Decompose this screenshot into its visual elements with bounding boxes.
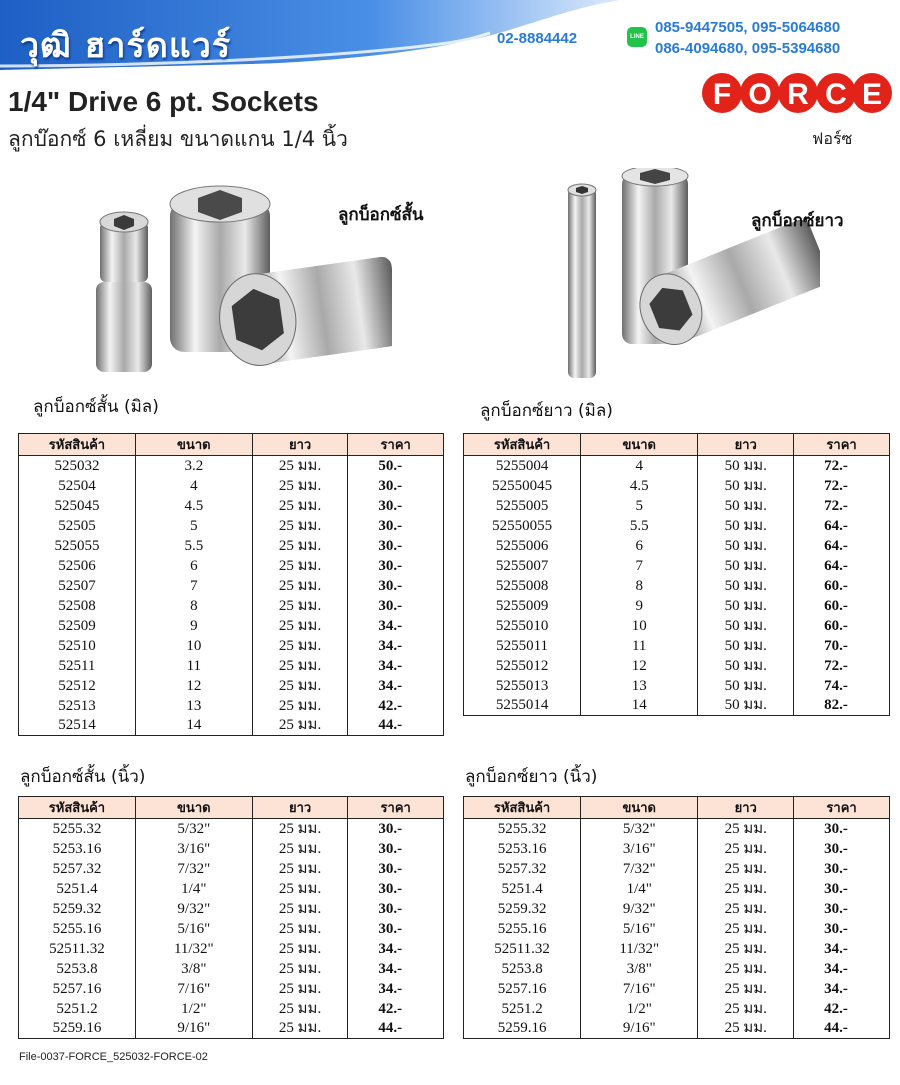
cell-size: 13: [135, 696, 252, 716]
logo-letter: O: [748, 78, 772, 111]
cell-code: 52514: [19, 716, 136, 736]
line-app-icon: LINE: [627, 27, 647, 47]
cell-price: 72.-: [794, 496, 890, 516]
cell-length: 25 มม.: [698, 1019, 794, 1039]
table-short-inch: [18, 796, 444, 1039]
cell-code: 5255006: [464, 536, 581, 556]
cell-size: 14: [135, 716, 252, 736]
cell-code: 5255009: [464, 596, 581, 616]
cell-price: 30.-: [348, 819, 444, 839]
cell-length: 25 มม.: [252, 476, 348, 496]
cell-size: 7: [135, 576, 252, 596]
cell-size: 4.5: [135, 496, 252, 516]
cell-length: 25 มม.: [698, 939, 794, 959]
table-row: [19, 496, 444, 516]
cell-code: 525055: [19, 536, 136, 556]
table-row: [464, 496, 890, 516]
cell-price: 30.-: [348, 536, 444, 556]
phone-line-1: 085-9447505, 095-5064680: [655, 19, 841, 36]
cell-length: 25 มม.: [252, 676, 348, 696]
table-row: [464, 959, 890, 979]
cell-price: 30.-: [794, 839, 890, 859]
table-row: [19, 819, 444, 839]
cell-price: 64.-: [794, 536, 890, 556]
cell-code: 52511.32: [19, 939, 136, 959]
cell-price: 30.-: [794, 859, 890, 879]
cell-size: 12: [581, 656, 698, 676]
cell-size: 10: [135, 636, 252, 656]
cell-length: 25 มม.: [698, 879, 794, 899]
cell-size: 11/32": [581, 939, 698, 959]
cell-price: 34.-: [794, 979, 890, 999]
table-row: [464, 516, 890, 536]
table-short-mm: [18, 433, 444, 736]
column-header-size: ขนาด: [135, 434, 252, 456]
table-row: [464, 939, 890, 959]
cell-size: 7: [581, 556, 698, 576]
phone-main: 02-8884442: [497, 30, 578, 47]
cell-price: 34.-: [348, 939, 444, 959]
phone-line-2: 086-4094680, 095-5394680: [655, 40, 841, 57]
cell-code: 52512: [19, 676, 136, 696]
column-header-price: ราคา: [348, 434, 444, 456]
cell-code: 5259.32: [464, 899, 581, 919]
column-header-code: รหัสสินค้า: [464, 434, 581, 456]
cell-length: 50 มม.: [698, 596, 794, 616]
cell-length: 25 มม.: [698, 819, 794, 839]
cell-size: 7/32": [581, 859, 698, 879]
cell-price: 30.-: [794, 819, 890, 839]
table-row: [19, 839, 444, 859]
column-header-code: รหัสสินค้า: [19, 434, 136, 456]
cell-code: 5253.16: [464, 839, 581, 859]
cell-code: 5251.2: [464, 999, 581, 1019]
table-row: [19, 616, 444, 636]
cell-code: 52508: [19, 596, 136, 616]
column-header-price: ราคา: [794, 797, 890, 819]
table-row: [19, 999, 444, 1019]
cell-size: 9/32": [135, 899, 252, 919]
cell-size: 10: [581, 616, 698, 636]
cell-size: 3/16": [581, 839, 698, 859]
long-socket-label: ลูกบ็อกซ์ยาว: [751, 211, 844, 231]
table-row: [19, 596, 444, 616]
cell-price: 64.-: [794, 556, 890, 576]
column-header-code: รหัสสินค้า: [464, 797, 581, 819]
cell-price: 34.-: [794, 939, 890, 959]
table-row: [464, 576, 890, 596]
page-title: 1/4" Drive 6 pt. Sockets: [8, 86, 319, 117]
table-row: [19, 859, 444, 879]
cell-length: 25 มม.: [252, 556, 348, 576]
table-row: [19, 959, 444, 979]
table-row: [19, 676, 444, 696]
cell-code: 5257.32: [19, 859, 136, 879]
table-row: [464, 536, 890, 556]
cell-size: 7/16": [135, 979, 252, 999]
cell-code: 5255.16: [464, 919, 581, 939]
cell-size: 5/32": [581, 819, 698, 839]
cell-length: 50 มม.: [698, 516, 794, 536]
cell-size: 5.5: [581, 516, 698, 536]
cell-size: 4: [581, 456, 698, 476]
cell-size: 5/16": [135, 919, 252, 939]
cell-price: 30.-: [348, 879, 444, 899]
cell-code: 5255010: [464, 616, 581, 636]
cell-size: 3/8": [135, 959, 252, 979]
table-row: [464, 999, 890, 1019]
column-header-length: ยาว: [252, 797, 348, 819]
cell-size: 11/32": [135, 939, 252, 959]
cell-length: 25 มม.: [252, 859, 348, 879]
cell-code: 5255012: [464, 656, 581, 676]
table-row: [19, 899, 444, 919]
cell-size: 6: [581, 536, 698, 556]
cell-price: 30.-: [348, 596, 444, 616]
table-header-row: [464, 434, 890, 456]
cell-price: 44.-: [348, 716, 444, 736]
cell-code: 5259.16: [464, 1019, 581, 1039]
cell-code: 525045: [19, 496, 136, 516]
cell-price: 30.-: [794, 899, 890, 919]
cell-code: 5255.32: [19, 819, 136, 839]
short-socket-label: ลูกบ็อกซ์สั้น: [338, 205, 424, 225]
brand-subtitle: ฟอร์ซ: [812, 129, 853, 148]
cell-code: 52550045: [464, 476, 581, 496]
table-row: [19, 1019, 444, 1039]
cell-length: 25 มม.: [252, 959, 348, 979]
cell-length: 50 มม.: [698, 656, 794, 676]
cell-code: 52509: [19, 616, 136, 636]
column-header-code: รหัสสินค้า: [19, 797, 136, 819]
cell-length: 25 มม.: [698, 839, 794, 859]
cell-length: 25 มม.: [252, 656, 348, 676]
cell-length: 25 มม.: [252, 939, 348, 959]
cell-price: 34.-: [348, 959, 444, 979]
cell-size: 8: [135, 596, 252, 616]
cell-price: 70.-: [794, 636, 890, 656]
cell-length: 25 มม.: [252, 616, 348, 636]
cell-code: 52550055: [464, 516, 581, 536]
caption-long-inch: ลูกบ็อกซ์ยาว (นิ้ว): [465, 767, 598, 787]
caption-short-mm: ลูกบ็อกซ์สั้น (มิล): [33, 397, 159, 417]
cell-length: 25 มม.: [252, 596, 348, 616]
cell-size: 5/16": [581, 919, 698, 939]
cell-code: 52506: [19, 556, 136, 576]
table-row: [464, 676, 890, 696]
cell-code: 5255.32: [464, 819, 581, 839]
cell-size: 9/16": [581, 1019, 698, 1039]
cell-price: 60.-: [794, 576, 890, 596]
cell-code: 52505: [19, 516, 136, 536]
cell-price: 34.-: [348, 979, 444, 999]
table-row: [464, 879, 890, 899]
cell-length: 25 มม.: [698, 899, 794, 919]
table-row: [464, 636, 890, 656]
cell-size: 9/16": [135, 1019, 252, 1039]
cell-length: 50 มม.: [698, 696, 794, 716]
cell-length: 50 มม.: [698, 636, 794, 656]
table-row: [464, 859, 890, 879]
table-row: [464, 979, 890, 999]
cell-price: 30.-: [794, 919, 890, 939]
cell-code: 5251.4: [464, 879, 581, 899]
table-row: [464, 456, 890, 476]
cell-size: 9: [581, 596, 698, 616]
table-row: [464, 1019, 890, 1039]
cell-length: 25 มม.: [252, 636, 348, 656]
cell-size: 7/16": [581, 979, 698, 999]
cell-size: 1/2": [581, 999, 698, 1019]
cell-length: 50 มม.: [698, 576, 794, 596]
cell-code: 5259.16: [19, 1019, 136, 1039]
column-header-size: ขนาด: [135, 797, 252, 819]
cell-size: 6: [135, 556, 252, 576]
cell-code: 52510: [19, 636, 136, 656]
logo-letter: R: [787, 78, 809, 111]
cell-length: 25 มม.: [698, 919, 794, 939]
table-row: [19, 716, 444, 736]
cell-size: 11: [135, 656, 252, 676]
cell-price: 30.-: [348, 576, 444, 596]
cell-size: 14: [581, 696, 698, 716]
cell-length: 25 มม.: [698, 979, 794, 999]
cell-price: 64.-: [794, 516, 890, 536]
caption-long-mm: ลูกบ็อกซ์ยาว (มิล): [480, 401, 613, 421]
long-socket-photo: [560, 168, 820, 392]
cell-length: 25 มม.: [252, 516, 348, 536]
cell-size: 12: [135, 676, 252, 696]
cell-size: 11: [581, 636, 698, 656]
table-row: [19, 636, 444, 656]
cell-code: 52513: [19, 696, 136, 716]
cell-size: 5/32": [135, 819, 252, 839]
table-row: [19, 576, 444, 596]
cell-code: 5253.16: [19, 839, 136, 859]
table-row: [19, 656, 444, 676]
cell-length: 50 มม.: [698, 616, 794, 636]
cell-code: 525032: [19, 456, 136, 476]
cell-size: 5: [135, 516, 252, 536]
cell-code: 5253.8: [464, 959, 581, 979]
table-header-row: [19, 797, 444, 819]
cell-size: 5: [581, 496, 698, 516]
table-row: [464, 919, 890, 939]
cell-size: 9: [135, 616, 252, 636]
cell-length: 50 มม.: [698, 676, 794, 696]
force-logo: [700, 71, 892, 115]
cell-code: 5255014: [464, 696, 581, 716]
cell-price: 30.-: [348, 919, 444, 939]
column-header-price: ราคา: [348, 797, 444, 819]
cell-length: 25 มม.: [252, 999, 348, 1019]
cell-size: 4: [135, 476, 252, 496]
table-row: [19, 919, 444, 939]
cell-size: 9/32": [581, 899, 698, 919]
cell-price: 30.-: [348, 476, 444, 496]
cell-size: 1/4": [581, 879, 698, 899]
column-header-price: ราคา: [794, 434, 890, 456]
cell-price: 30.-: [794, 879, 890, 899]
cell-length: 50 มม.: [698, 456, 794, 476]
cell-size: 4.5: [581, 476, 698, 496]
logo-letter: C: [825, 78, 847, 111]
cell-length: 50 มม.: [698, 496, 794, 516]
cell-price: 30.-: [348, 556, 444, 576]
cell-length: 25 มม.: [698, 959, 794, 979]
cell-code: 5253.8: [19, 959, 136, 979]
table-row: [464, 596, 890, 616]
logo-letter: F: [712, 78, 732, 111]
cell-length: 25 มม.: [252, 879, 348, 899]
cell-length: 25 มม.: [698, 859, 794, 879]
cell-length: 25 มม.: [252, 899, 348, 919]
table-row: [19, 476, 444, 496]
cell-price: 72.-: [794, 476, 890, 496]
store-name: วุฒิ ฮาร์ดแวร์: [20, 26, 232, 66]
cell-length: 25 มม.: [252, 979, 348, 999]
column-header-size: ขนาด: [581, 797, 698, 819]
cell-price: 44.-: [348, 1019, 444, 1039]
cell-price: 72.-: [794, 656, 890, 676]
table-row: [19, 556, 444, 576]
cell-length: 50 มม.: [698, 556, 794, 576]
cell-price: 74.-: [794, 676, 890, 696]
logo-letter: E: [861, 78, 883, 111]
cell-code: 5255011: [464, 636, 581, 656]
cell-code: 52511: [19, 656, 136, 676]
cell-length: 25 มม.: [252, 716, 348, 736]
cell-code: 5251.2: [19, 999, 136, 1019]
column-header-length: ยาว: [698, 797, 794, 819]
table-row: [464, 696, 890, 716]
cell-length: 25 มม.: [252, 456, 348, 476]
page-subtitle: ลูกบ๊อกซ์ 6 เหลี่ยม ขนาดแกน 1/4 นิ้ว: [8, 127, 348, 151]
cell-price: 34.-: [348, 616, 444, 636]
cell-price: 50.-: [348, 456, 444, 476]
table-row: [464, 899, 890, 919]
cell-price: 30.-: [348, 899, 444, 919]
cell-price: 60.-: [794, 596, 890, 616]
cell-length: 50 มม.: [698, 536, 794, 556]
cell-length: 25 มม.: [252, 819, 348, 839]
table-row: [19, 696, 444, 716]
cell-size: 3/16": [135, 839, 252, 859]
cell-price: 34.-: [348, 676, 444, 696]
cell-code: 52507: [19, 576, 136, 596]
table-row: [19, 939, 444, 959]
table-header-row: [19, 434, 444, 456]
cell-size: 7/32": [135, 859, 252, 879]
cell-code: 5255013: [464, 676, 581, 696]
cell-price: 34.-: [794, 959, 890, 979]
table-row: [464, 656, 890, 676]
table-long-mm: [463, 433, 890, 716]
cell-price: 34.-: [348, 636, 444, 656]
column-header-size: ขนาด: [581, 434, 698, 456]
table-row: [19, 456, 444, 476]
cell-code: 5257.16: [19, 979, 136, 999]
cell-size: 1/4": [135, 879, 252, 899]
cell-length: 25 มม.: [252, 696, 348, 716]
cell-code: 5257.32: [464, 859, 581, 879]
cell-code: 5255.16: [19, 919, 136, 939]
cell-code: 5259.32: [19, 899, 136, 919]
cell-code: 5255007: [464, 556, 581, 576]
cell-price: 30.-: [348, 859, 444, 879]
column-header-length: ยาว: [252, 434, 348, 456]
cell-price: 42.-: [348, 696, 444, 716]
caption-short-inch: ลูกบ็อกซ์สั้น (นิ้ว): [20, 767, 146, 787]
cell-price: 44.-: [794, 1019, 890, 1039]
cell-length: 25 มม.: [698, 999, 794, 1019]
table-row: [464, 839, 890, 859]
cell-code: 5257.16: [464, 979, 581, 999]
cell-price: 30.-: [348, 496, 444, 516]
table-row: [464, 616, 890, 636]
cell-length: 25 มม.: [252, 536, 348, 556]
cell-length: 25 มม.: [252, 1019, 348, 1039]
cell-price: 82.-: [794, 696, 890, 716]
table-row: [464, 556, 890, 576]
cell-code: 5251.4: [19, 879, 136, 899]
table-row: [19, 979, 444, 999]
table-row: [19, 516, 444, 536]
cell-code: 5255004: [464, 456, 581, 476]
cell-length: 25 มม.: [252, 919, 348, 939]
table-long-inch: [463, 796, 890, 1039]
table-row: [19, 536, 444, 556]
cell-size: 8: [581, 576, 698, 596]
cell-price: 42.-: [348, 999, 444, 1019]
cell-size: 5.5: [135, 536, 252, 556]
cell-price: 42.-: [794, 999, 890, 1019]
cell-code: 52511.32: [464, 939, 581, 959]
file-reference: File-0037-FORCE_525032-FORCE-02: [19, 1051, 208, 1063]
cell-size: 1/2": [135, 999, 252, 1019]
cell-price: 60.-: [794, 616, 890, 636]
cell-length: 50 มม.: [698, 476, 794, 496]
cell-code: 52504: [19, 476, 136, 496]
table-row: [464, 819, 890, 839]
cell-code: 5255005: [464, 496, 581, 516]
table-row: [464, 476, 890, 496]
cell-code: 5255008: [464, 576, 581, 596]
cell-size: 13: [581, 676, 698, 696]
cell-length: 25 มม.: [252, 839, 348, 859]
column-header-length: ยาว: [698, 434, 794, 456]
cell-price: 30.-: [348, 839, 444, 859]
table-row: [19, 879, 444, 899]
cell-length: 25 มม.: [252, 576, 348, 596]
cell-price: 72.-: [794, 456, 890, 476]
cell-length: 25 มม.: [252, 496, 348, 516]
cell-size: 3/8": [581, 959, 698, 979]
table-header-row: [464, 797, 890, 819]
cell-price: 30.-: [348, 516, 444, 536]
cell-size: 3.2: [135, 456, 252, 476]
cell-price: 34.-: [348, 656, 444, 676]
